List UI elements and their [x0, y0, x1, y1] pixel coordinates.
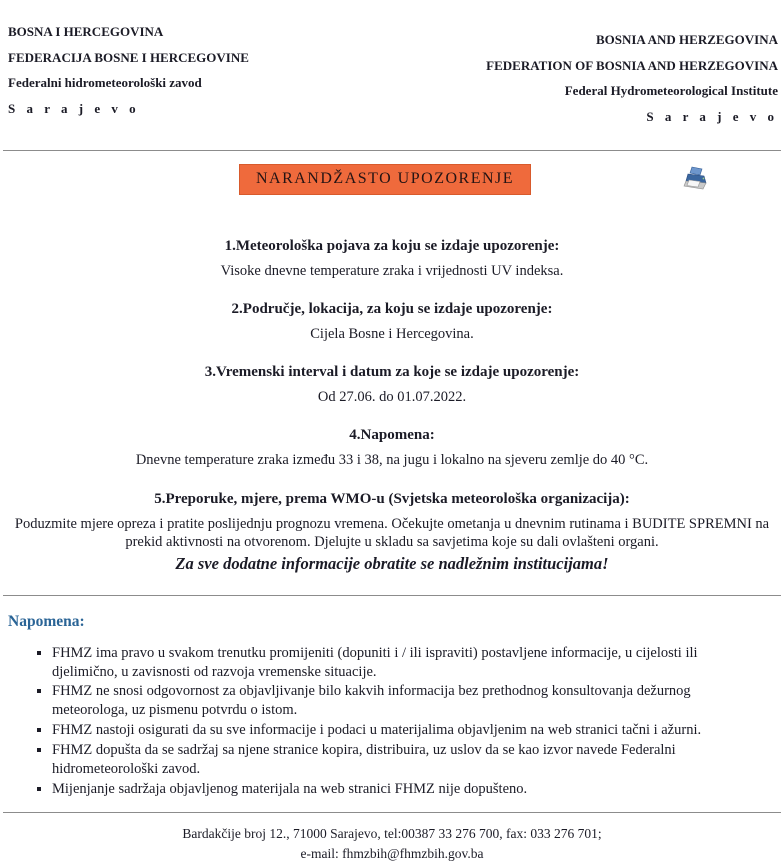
letterhead-english-line1: BOSNIA AND HERZEGOVINA [486, 27, 778, 53]
disclaimer-title: Napomena: [8, 613, 772, 631]
warning-content [0, 238, 784, 574]
letterhead-bosnian-city: S a r a j e v o [8, 96, 249, 122]
disclaimer-item: ▪ Mijenjanje sadržaja objavljenog materijala na web stranici FHMZ nije dopušteno. [52, 780, 744, 799]
contact-address: Bardakčije broj 12., 71000 Sarajevo, tel:00387 33 276 700, fax: 033 276 701; [0, 824, 784, 844]
section-note [10, 427, 774, 469]
section-note-body: Dnevne temperature zraka između 33 i 38, na jugu i lokalno na sjeveru zemlje do 40 °C. [10, 451, 774, 469]
disclaimer-item: ▪ FHMZ dopušta da se sadržaj sa njene stranice kopira, distribuira, uz uslov da se kao izvor navede Federalni hidrometeorološki zavod. [52, 741, 744, 779]
contact-email: e-mail: fhmzbih@fhmzbih.gov.ba [0, 844, 784, 864]
disclaimer-item: ▪ FHMZ ima pravo u svakom trenutku promijeniti (dopuniti i / ili ispraviti) postavljene informacije, u cijelosti ili djelimično, u zavisnosti od razvoja vremenske situacije. [52, 644, 744, 682]
letterhead-english-line3: Federal Hydrometeorological Institute [486, 78, 778, 104]
letterhead-bosnian-line3: Federalni hidrometeorološki zavod [8, 70, 249, 96]
letterhead-english-city: S a r a j e v o [486, 104, 778, 130]
orange-warning-banner: NARANDŽASTO UPOZORENJE [239, 164, 531, 195]
section-recommendations-title: 5.Preporuke, mjere, prema WMO-u (Svjetska meteorološka organizacija): [10, 491, 774, 508]
disclaimer-item: ▪ FHMZ nastoji osigurati da su sve informacije i podaci u materijalima objavljenim na web stranici tačni i ažurni. [52, 721, 744, 740]
letterhead-bosnian-line2: FEDERACIJA BOSNE I HERCEGOVINE [8, 45, 249, 71]
section-interval [10, 364, 774, 406]
disclaimer-list [8, 644, 772, 799]
content-divider [3, 595, 781, 596]
disclaimer-section [0, 613, 784, 799]
print-button[interactable] [680, 165, 710, 195]
section-area-title: 2.Područje, lokacija, za koju se izdaje upozorenje: [10, 301, 774, 318]
section-interval-body: Od 27.06. do 01.07.2022. [10, 388, 774, 406]
banner-row [0, 164, 784, 196]
section-recommendations [10, 491, 774, 574]
contact-footer [0, 813, 784, 864]
letterhead-bosnian-line1: BOSNA I HERCEGOVINA [8, 19, 249, 45]
section-recommendations-emphasis: Za sve dodatne informacije obratite se nadležnim institucijama! [10, 554, 774, 574]
section-phenomenon-body: Visoke dnevne temperature zraka i vrijednosti UV indeksa. [10, 262, 774, 280]
section-note-title: 4.Napomena: [10, 427, 774, 444]
letterhead-bosnian [8, 19, 249, 129]
letterhead-english-line2: FEDERATION OF BOSNIA AND HERZEGOVINA [486, 53, 778, 79]
section-recommendations-body: Poduzmite mjere opreza i pratite poslijednju prognozu vremena. Očekujte ometanja u dnevnim rutinama i BUDITE SPREMNI na prekid aktivnosti na otvorenom. Djelujte u skladu sa savjetima koje su dali ovlašteni organi. [10, 515, 774, 551]
section-phenomenon-title: 1.Meteorološka pojava za koju se izdaje upozorenje: [10, 238, 774, 255]
section-phenomenon [10, 238, 774, 280]
letterhead-english [486, 19, 778, 129]
disclaimer-item: ▪ FHMZ ne snosi odgovornost za objavljivanje bilo kakvih informacija bez prethodnog konsultovanja dežurnog meteorologa, uz pismenu potvrdu o istom. [52, 682, 744, 720]
letterhead [0, 0, 784, 129]
printer-icon [681, 181, 709, 196]
header-divider [3, 150, 781, 151]
section-interval-title: 3.Vremenski interval i datum za koje se izdaje upozorenje: [10, 364, 774, 381]
section-area [10, 301, 774, 343]
section-area-body: Cijela Bosne i Hercegovina. [10, 325, 774, 343]
